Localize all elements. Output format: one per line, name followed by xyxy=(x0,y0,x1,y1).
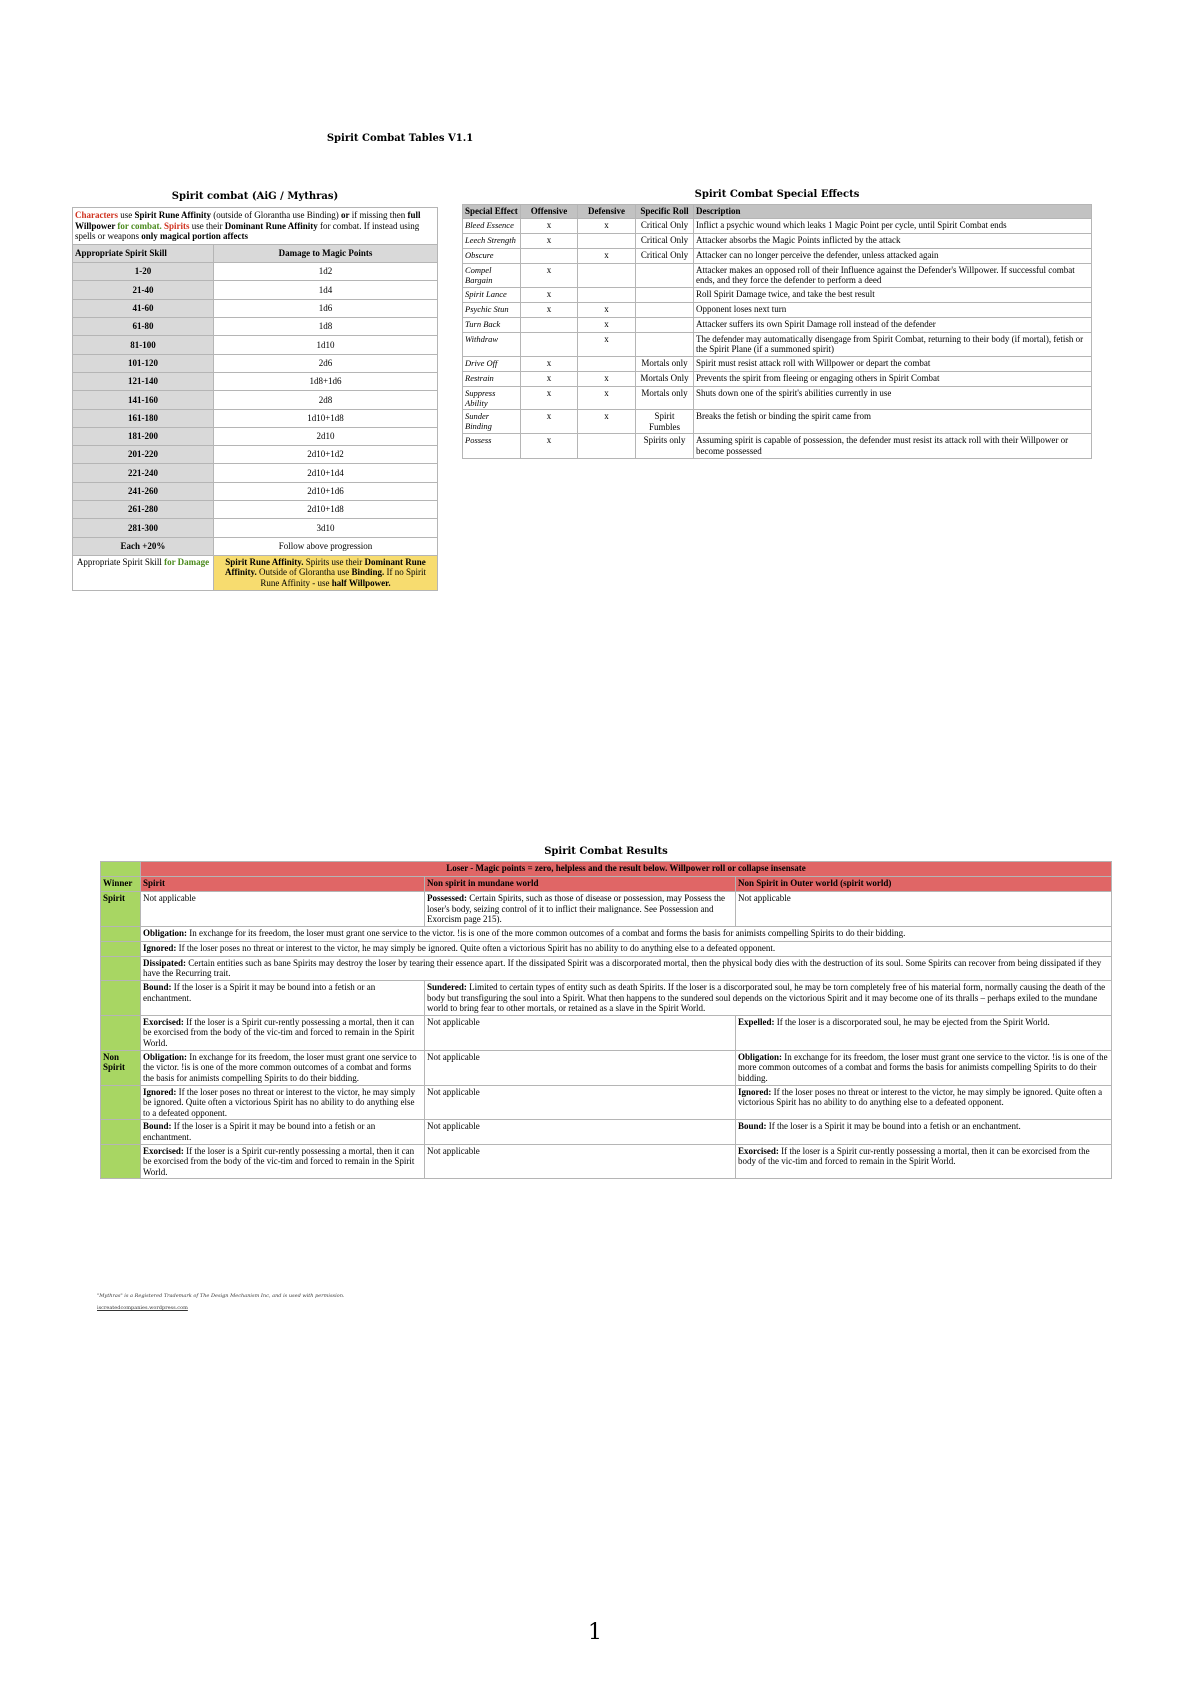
table-row: Psychic Stun x x Opponent loses next turn xyxy=(463,302,1092,317)
footer-rune-note: Spirit Rune Affinity. Spirits use their Dominant Rune Affinity. Outside of Glorantha use Binding. If no Spirit Rune Affinity - use half Willpower. xyxy=(214,555,438,590)
header-defensive: Defensive xyxy=(578,205,636,219)
row-label-spirit: Spirit xyxy=(101,892,141,927)
table-row: Ignored: If the loser poses no threat or interest to the victor, he may simply be ignored. Quite often a victorious Spirit has no ability to do anything else to a defeated opponent. Not applicable Ignored: If the loser poses no threat or interest to the victor, he may simply be ignored. Quite often a victorious Spirit has no ability to do anything else to a defeated opponent. xyxy=(101,1085,1112,1120)
table-row: Bleed Essence x x Critical Only Inflict a psychic wound which leaks 1 Magic Point per cycle, until Spirit Combat ends xyxy=(463,218,1092,233)
col-outer: Non Spirit in Outer world (spirit world) xyxy=(736,877,1112,892)
table-row: 61-80 1d8 xyxy=(73,318,438,336)
table-row: Withdraw x The defender may automatically disengage from Spirit Combat, returning to their body (if mortal), fetish or the Spirit Plane (if a summoned spirit) xyxy=(463,332,1092,356)
table-row: 101-120 2d6 xyxy=(73,354,438,372)
header-effect: Special Effect xyxy=(463,205,521,219)
footer-skill-note: Appropriate Spirit Skill for Damage xyxy=(73,555,214,590)
table-row: 161-180 1d10+1d8 xyxy=(73,409,438,427)
table-row: 41-60 1d6 xyxy=(73,299,438,317)
table-row: 281-300 3d10 xyxy=(73,519,438,537)
table-row: 221-240 2d10+1d4 xyxy=(73,464,438,482)
table-row: Ignored: If the loser poses no threat or interest to the victor, he may simply be ignored. Quite often a victorious Spirit has no ability to do anything else to a defeated opponent. xyxy=(101,941,1112,956)
page-title: Spirit Combat Tables V1.1 xyxy=(326,133,474,144)
combat-results-table xyxy=(100,861,1112,1179)
table-row: 121-140 1d8+1d6 xyxy=(73,372,438,390)
table-row: 181-200 2d10 xyxy=(73,427,438,445)
combat-intro: Characters use Spirit Rune Affinity (outside of Glorantha use Binding) or if missing then full Willpower for combat. Spirits use their Dominant Rune Affinity for combat. If instead using spells or weapons only magical portion affects xyxy=(73,208,438,245)
trademark-footnote: "Mythras" is a Registered Trademark of The Design Mechanism Inc, and is used with permission. xyxy=(97,1293,345,1299)
table-row: Obscure x Critical Only Attacker can no longer perceive the defender, unless attacked again xyxy=(463,248,1092,263)
website-link[interactable]: iscreatedcompanies.wordpress.com xyxy=(97,1305,188,1311)
table-row: 1-20 1d2 xyxy=(73,263,438,281)
table-row: 141-160 2d8 xyxy=(73,391,438,409)
table-row: Leech Strength x Critical Only Attacker absorbs the Magic Points inflicted by the attack xyxy=(463,233,1092,248)
table-row: Spirit Lance x Roll Spirit Damage twice, and take the best result xyxy=(463,287,1092,302)
special-effects-table xyxy=(462,204,1092,459)
col-mundane: Non spirit in mundane world xyxy=(425,877,736,892)
col-spirit: Spirit xyxy=(141,877,425,892)
table-row: Suppress Ability x x Mortals only Shuts down one of the spirit's abilities currently in use xyxy=(463,387,1092,410)
table-row: Exorcised: If the loser is a Spirit cur-rently possessing a mortal, then it can be exorcised from the body of the vic-tim and forced to remain in the Spirit World. Not applicable Exorcised: If the loser is a Spirit cur-rently possessing a mortal, then it can be exorcised from the body of the vic-tim and forced to remain in the Spirit World. xyxy=(101,1144,1112,1179)
table-row: Exorcised: If the loser is a Spirit cur-rently possessing a mortal, then it can be exorcised from the body of the vic-tim and forced to remain in the Spirit World. Not applicable Expelled: If the loser is a discorporated soul, he may be ejected from the Spirit World. xyxy=(101,1015,1112,1050)
header-description: Description xyxy=(694,205,1092,219)
table-row: Restrain x x Mortals Only Prevents the spirit from fleeing or engaging others in Spirit Combat xyxy=(463,372,1092,387)
header-roll: Specific Roll xyxy=(636,205,694,219)
table-row: Spirit Not applicable Possessed: Certain Spirits, such as those of disease or possession, may Possess the loser's body, seizing control of it to inflict their malignance. See Possession and Exorcism page 215). Not applicable xyxy=(101,892,1112,927)
table-row: Bound: If the loser is a Spirit it may be bound into a fetish or an enchantment. Sundered: Limited to certain types of entity such as death Spirits. If the loser is a discorporated soul, he may be torn completely free of his material form, normally causing the death of the body but transfiguring the soul into a Spirit. What then happens to the sundered soul depends on the victorious Spirit and it may become one of its thralls – perhaps exiled to the mundane world to bring fear to other mortals, or retained as a slave in the Spirit World. xyxy=(101,981,1112,1016)
table-row: Obligation: In exchange for its freedom, the loser must grant one service to the victor. !is is one of the more common outcomes of a combat and forms the basis for animists compelling Spirits to do their bidding. xyxy=(101,926,1112,941)
table-row: Drive Off x Mortals only Spirit must resist attack roll with Willpower or depart the combat xyxy=(463,357,1092,372)
table-row: 241-260 2d10+1d6 xyxy=(73,482,438,500)
combat-table-title: Spirit combat (AiG / Mythras) xyxy=(171,191,339,202)
header-damage: Damage to Magic Points xyxy=(214,244,438,262)
loser-header: Loser - Magic points = zero, helpless and the result below. Willpower roll or collapse insensate xyxy=(141,862,1112,877)
spirit-combat-table xyxy=(72,207,438,591)
table-row: Non Spirit Obligation: In exchange for its freedom, the loser must grant one service to the victor. !is is one of the more common outcomes of a combat and forms the basis for animists compelling Spirits to do their bidding. Not applicable Obligation: In exchange for its freedom, the loser must grant one service to the victor. !is is one of the more common outcomes of a combat and forms the basis for animists compelling Spirits to do their bidding. xyxy=(101,1050,1112,1085)
header-offensive: Offensive xyxy=(521,205,578,219)
table-row: Possess x Spirits only Assuming spirit is capable of possession, the defender must resist its attack roll with their Willpower or become possessed xyxy=(463,434,1092,458)
table-row: Turn Back x Attacker suffers its own Spirit Damage roll instead of the defender xyxy=(463,317,1092,332)
row-label-non-spirit: Non Spirit xyxy=(101,1050,141,1085)
header-skill: Appropriate Spirit Skill xyxy=(73,244,214,262)
corner-cell xyxy=(101,862,141,877)
table-row: 81-100 1d10 xyxy=(73,336,438,354)
table-row: Dissipated: Certain entities such as bane Spirits may destroy the loser by tearing their essence apart. If the dissipated Spirit was a discorporated mortal, then the physical body dies with the destruction of its soul. Some Spirits can recover from being dissipated if they have the Recurring trait. xyxy=(101,956,1112,980)
table-row: Sunder Binding x x Spirit Fumbles Breaks the fetish or binding the spirit came from xyxy=(463,410,1092,434)
page-number: 1 xyxy=(588,1620,602,1645)
table-row: Compel Bargain x Attacker makes an opposed roll of their Influence against the Defender's Willpower. If successful combat ends, and they force the defender to perform a deed xyxy=(463,263,1092,287)
table-row: 21-40 1d4 xyxy=(73,281,438,299)
table-row: 261-280 2d10+1d8 xyxy=(73,500,438,518)
table-row: 201-220 2d10+1d2 xyxy=(73,446,438,464)
winner-label: Winner xyxy=(101,877,141,892)
results-table-title: Spirit Combat Results xyxy=(544,846,668,857)
effects-table-title: Spirit Combat Special Effects xyxy=(694,189,860,200)
table-row: Bound: If the loser is a Spirit it may be bound into a fetish or an enchantment. Not applicable Bound: If the loser is a Spirit it may be bound into a fetish or an enchantment. xyxy=(101,1120,1112,1144)
table-row: Each +20% Follow above progression xyxy=(73,537,438,555)
